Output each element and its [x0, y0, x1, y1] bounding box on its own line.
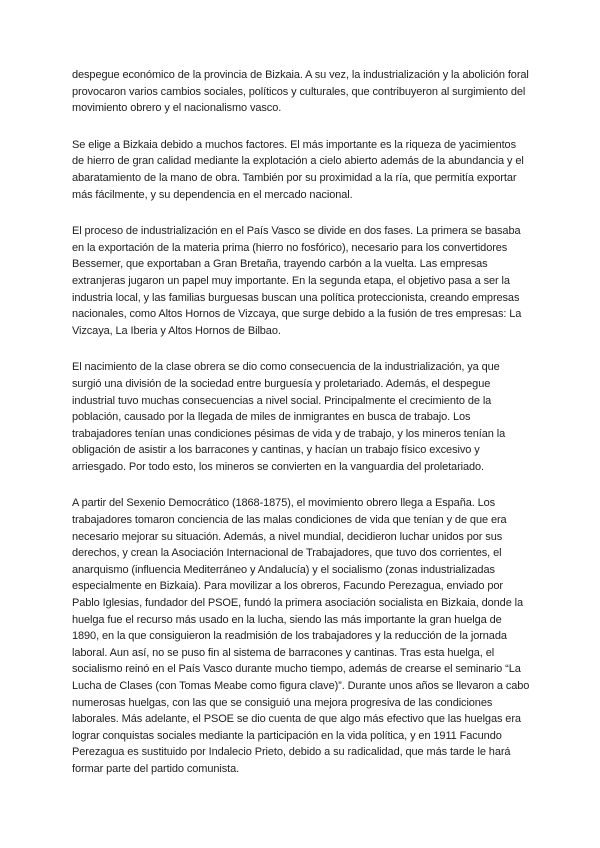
paragraph-labor-movement: A partir del Sexenio Democrático (1868-1875), el movimiento obrero llega a España. Los trabajadores tomaron conciencia de las malas condiciones de vida que tenían y de que era necesario mejorar su situación. Además, a nivel mundial, decidieron luchar unidos por sus derechos, y crean la Asociación Internacional de Trabajadores, que tuvo dos corrientes, el anarquismo (influencia Mediterráneo y Andalucía) y el socialismo (zonas industrializadas especialmente en Bizkaia). Para movilizar a los obreros, Facundo Perezagua, enviado por Pablo Iglesias, fundador del PSOE, fundó la primera asociación socialista en Bizkaia, donde la huelga fue el recurso más usado en la lucha, siendo las más importante la gran huelga de 1890, en la que consiguieron la readmisión de los trabajadores y la reducción de la jornada laboral. Aun así, no se puso fin al sistema de barracones y cantinas. Tras esta huelga, el socialismo reinó en el País Vasco durante mucho tiempo, además de crearse el seminario “La Lucha de Clases (con Tomas Meabe como figura clave)”. Durante unos años se llevaron a cabo numerosas huelgas, con las que se consiguió una mejora progresiva de las condiciones laborales. Más adelante, el PSOE se dio cuenta de que algo más efectivo que las huelgas era lograr conquistas sociales mediante la participación en la vida política, y en 1911 Facundo Perezagua es sustituido por Indalecio Prieto, debido a su radicalidad, que más tarde le hará formar parte del partido comunista.	[72, 497, 530, 775]
paragraph-bizkaia-factors: Se elige a Bizkaia debido a muchos factores. El más importante es la riqueza de yacimientos de hierro de gran calidad mediante la explotación a cielo abierto además de la abundancia y el abaratamiento de la mano de obra. También por su proximidad a la ría, que permitía exportar más fácilmente, y su dependencia en el mercado nacional.	[72, 138, 524, 201]
paragraph-working-class: El nacimiento de la clase obrera se dio como consecuencia de la industrialización, ya que surgió una división de la sociedad entre burguesía y proletariado. Además, el despegue industrial tuvo muchas consecuencias a nivel social. Principalmente el crecimiento de la población, causado por la llegada de miles de inmigrantes en busca de trabajo. Los trabajadores tenían unas condiciones pésimas de vida y de trabajo, y los mineros tenían la obligación de asistir a los barracones y cantinas, y hacían un trabajo físico excesivo y arriesgado. Por todo esto, los mineros se convierten en la vanguardia del proletariado.	[72, 361, 506, 473]
paragraph-industrialization-phases: El proceso de industrialización en el País Vasco se divide en dos fases. La primera se basaba en la exportación de la materia prima (hierro no fosfórico), necesario para los convertidores Bessemer, que exportaban a Gran Bretaña, trayendo carbón a la vuelta. Las empresas extranjeras jugaron un papel muy importante. En la segunda etapa, el objetivo pasa a ser la industria local, y las familias burguesas buscan una política proteccionista, creando empresas nacionales, como Altos Hornos de Vizcaya, que surge debido a la fusión de tres empresas: La Vizcaya, La Iberia y Altos Hornos de Bilbao.	[72, 225, 522, 337]
paragraph-intro: despegue económico de la provincia de Bizkaia. A su vez, la industrialización y la abolición foral provocaron varios cambios sociales, políticos y culturales, que contribuyeron al surgimiento del movimiento obrero y el nacionalismo vasco.	[72, 69, 529, 115]
